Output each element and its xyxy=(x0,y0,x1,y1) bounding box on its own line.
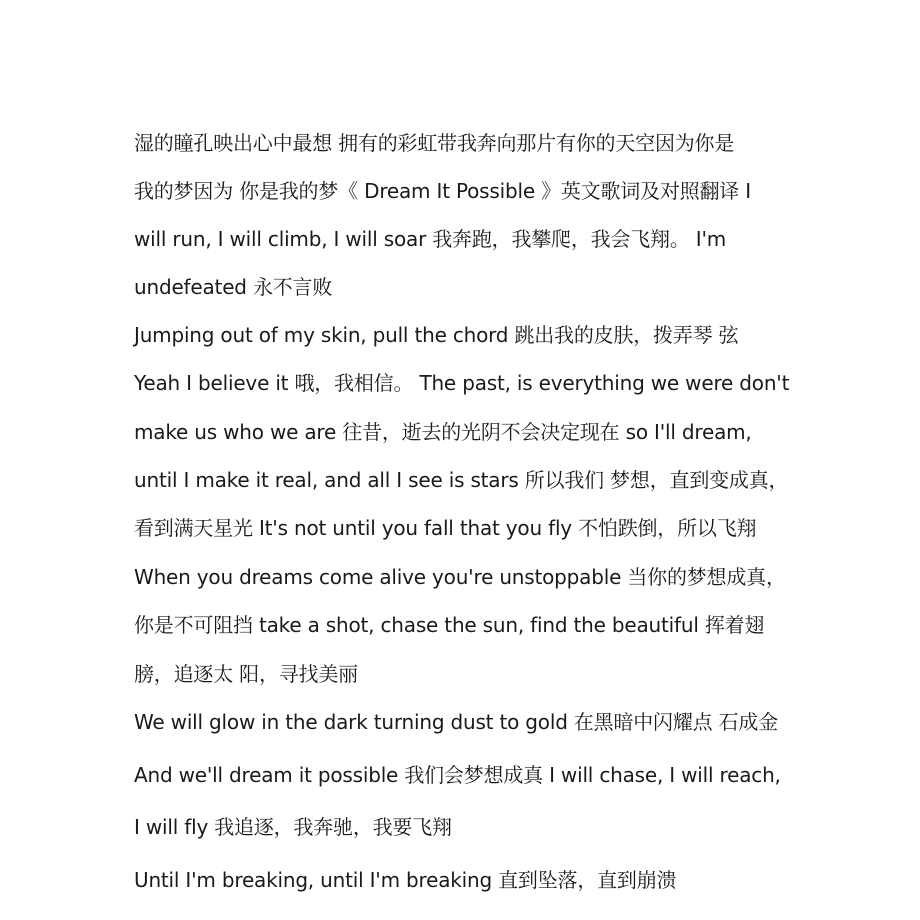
text-line: 看到满天星光 It's not until you fall that you fly 不怕跌倒，所以飞翔 xyxy=(134,516,757,540)
text-line: until I make it real, and all I see is stars 所以我们 梦想，直到变成真， xyxy=(134,468,789,492)
text-line: And we'll dream it possible 我们会梦想成真 I will chase, I will reach, xyxy=(134,763,781,787)
text-line: 膀，追逐太 阳，寻找美丽 xyxy=(134,662,358,686)
text-line: Jumping out of my skin, pull the chord 跳出我的皮肤，拨弄琴 弦 xyxy=(134,323,739,347)
text-line: undefeated 永不言败 xyxy=(134,275,333,299)
text-line: will run, I will climb, I will soar 我奔跑，我攀爬，我会飞翔。 I'm xyxy=(134,227,727,251)
text-line: 我的梦因为 你是我的梦《 Dream It Possible 》英文歌词及对照翻译 I xyxy=(134,179,751,203)
text-line: make us who we are 往昔，逝去的光阴不会决定现在 so I'll dream, xyxy=(134,420,752,444)
text-line: We will glow in the dark turning dust to gold 在黑暗中闪耀点 石成金 xyxy=(134,710,779,734)
text-line: 你是不可阻挡 take a shot, chase the sun, find the beautiful 挥着翅 xyxy=(134,613,765,637)
text-line: Until I'm breaking, until I'm breaking 直到坠落，直到崩溃 xyxy=(134,868,677,892)
text-line: When you dreams come alive you're unstoppable 当你的梦想成真， xyxy=(134,565,786,589)
text-line: Yeah I believe it 哦，我相信。 The past, is everything we were don't xyxy=(134,371,790,395)
text-line: 湿的瞳孔映出心中最想 拥有的彩虹带我奔向那片有你的天空因为你是 xyxy=(134,131,735,155)
text-line: I will fly 我追逐，我奔驰，我要飞翔 xyxy=(134,815,452,839)
